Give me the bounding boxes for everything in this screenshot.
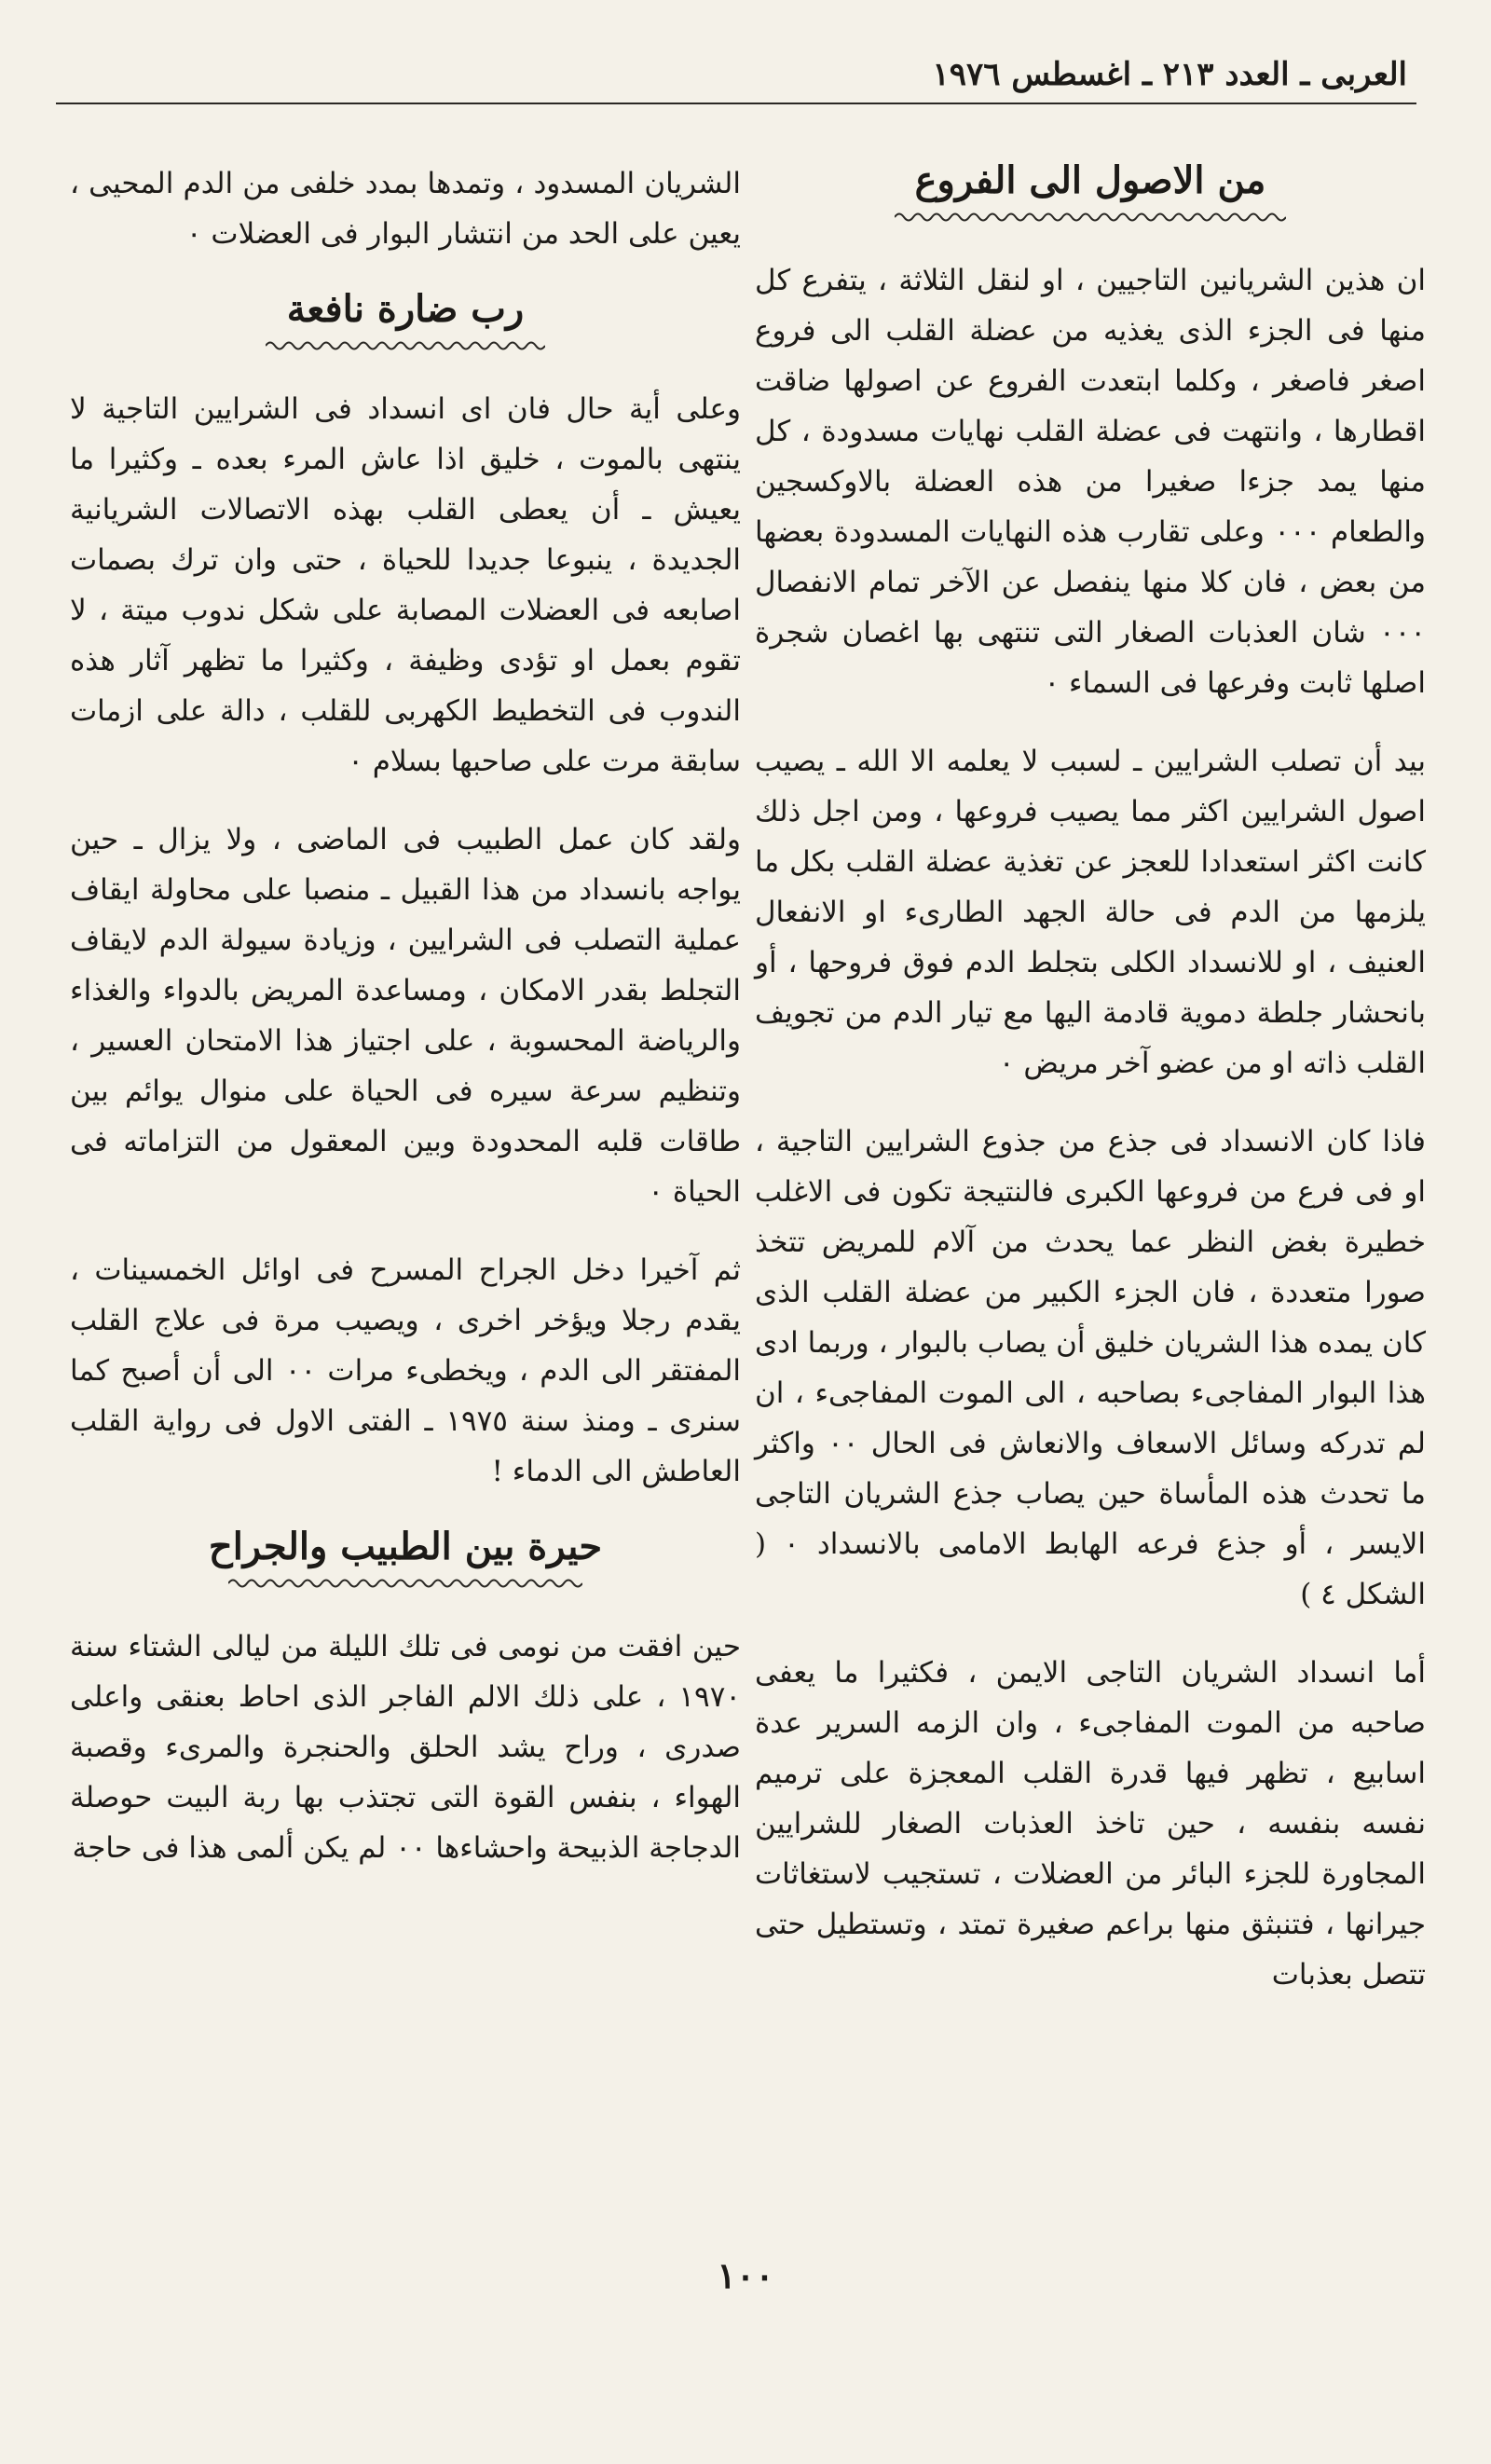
- paragraph: وعلى أية حال فان اى انسداد فى الشرايين التاجية لا ينتهى بالموت ، خليق اذا عاش المرء بعده ـ وكثيرا ما يعيش ـ أن يعطى القلب بهذه الاتصالات الشريانية الجديدة ، ينبوعا جديدا للحياة ، حتى وان ترك بصمات اصابعه فى العضلات المصابة على شكل ندوب ميتة ، لا تقوم بعمل او تؤدى وظيفة ، وكثيرا ما تظهر آثار هذه الندوب فى التخطيط الكهربى للقلب ، دالة على ازمات سابقة مرت على صاحبها بسلام ٠: [70, 392, 741, 778]
- left-column: [70, 158, 741, 1901]
- paragraph: بيد أن تصلب الشرايين ـ لسبب لا يعلمه الا الله ـ يصيب اصول الشرايين اكثر مما يصيب فروعها ، ومن اجل ذلك كانت اكثر استعدادا للعجز عن تغذية عضلة القلب بكل ما يلزمها من الدم فى حالة الجهد الطارىء او الانفعال العنيف ، او للانسداد الكلى بتجلط الدم فوق فروحها ، أو بانحشار جلطة دموية قادمة اليها مع تيار الدم من تجويف القلب ذاته او من عضو آخر مريض ٠: [755, 745, 1426, 1080]
- heading-underline: [755, 210, 1426, 227]
- paragraph: ثم آخيرا دخل الجراح المسرح فى اوائل الخمسينات ، يقدم رجلا ويؤخر اخرى ، ويصيب مرة فى علاج القلب المفتقر الى الدم ، ويخطىء مرات ٠٠ الى أن أصبح كما سنرى ـ ومنذ سنة ١٩٧٥ ـ الفتى الاول فى رواية القلب العاطش الى الدماء !: [70, 1253, 742, 1488]
- right-column: [755, 158, 1426, 2028]
- paragraph: أما انسداد الشريان التاجى الايمن ، فكثيرا ما يعفى صاحبه من الموت المفاجىء ، وان الزمه السرير عدة اسابيع ، تظهر فيها قدرة القلب المعجزة على ترميم نفسه بنفسه ، حين تاخذ العذبات الصغار للشرايين المجاورة للجزء البائر من العضلات ، تستجيب لاستغاثات جيرانها ، فتنبثق منها براعم صغيرة تمتد ، وتستطيل حتى تتصل بعذبات: [755, 1656, 1426, 1992]
- paragraph: ولقد كان عمل الطبيب فى الماضى ، ولا يزال ـ حين يواجه بانسداد من هذا القبيل ـ منصبا على محاولة ايقاف عملية التصلب فى الشرايين ، وزيادة سيولة الدم لايقاف التجلط بقدر الامكان ، ومساعدة المريض بالدواء والغذاء والرياضة المحسوبة ، على اجتياز هذا الامتحان العسير ، وتنظيم سرعة سيره فى الحياة على منوال يوائم بين طاقات قلبه المحدودة وبين المعقول من التزاماته فى الحياة ٠: [70, 823, 741, 1209]
- paragraph: ان هذين الشريانين التاجيين ، او لنقل الثلاثة ، يتفرع كل منها فى الجزء الذى يغذيه من عضلة القلب الى فروع اصغر فاصغر ، وكلما ابتعدت الفروع عن اصولها ضاقت اقطارها ، وانتهت فى عضلة القلب نهايات مسدودة ، كل منها يمد جزءا صغيرا من هذه العضلة بالاوكسجين والطعام ٠٠٠ وعلى تقارب هذه النهايات المسدودة بعضها من بعض ، فان كلا منها ينفصل عن الآخر تمام الانفصال ٠٠٠ شان العذبات الصغار التى تنتهى بها اغصان شجرة اصلها ثابت وفرعها فى السماء ٠: [755, 264, 1426, 700]
- section-heading-origins: من الاصول الى الفروع: [914, 158, 1266, 202]
- paragraph: الشريان المسدود ، وتمدها بمدد خلفى من الدم المحيى ، يعين على الحد من انتشار البوار فى العضلات ٠: [70, 167, 741, 251]
- paragraph: فاذا كان الانسداد فى جذع من جذوع الشرايين التاجية ، او فى فرع من فروعها الكبرى فالنتيجة تكون فى الاغلب خطيرة بغض النظر عما يحدث من آلام للمريض تتخذ صورا متعددة ، فان الجزء الكبير من عضلة القلب الذى كان يمده هذا الشريان خليق أن يصاب بالبوار ، وربما ادى هذا البوار المفاجىء بصاحبه ، الى الموت المفاجىء ، ان لم تدركه وسائل الاسعاف والانعاش فى الحال ٠٠ واكثر ما تحدث هذه المأساة حين يصاب جذع الشريان التاجى الايسر ، أو جذع فرعه الهابط الامامى بالانسداد ٠ ( الشكل ٤ ): [755, 1125, 1426, 1611]
- header-rule: [56, 103, 1416, 104]
- heading-underline: [70, 1576, 741, 1594]
- page-number: ١٠٠: [717, 2254, 774, 2296]
- heading-underline: [70, 338, 741, 356]
- section-heading-dilemma: حيرة بين الطبيب والجراح: [208, 1525, 603, 1568]
- section-heading-blessing: رب ضارة نافعة: [286, 287, 525, 331]
- paragraph: حين افقت من نومى فى تلك الليلة من ليالى الشتاء سنة ١٩٧٠ ، على ذلك الالم الفاجر الذى احاط بعنقى واعلى صدرى ، وراح يشد الحلق والحنجرة والمرىء وقصبة الهواء ، بنفس القوة التى تجتذب بها ربة البيت حوصلة الدجاجة الذبيحة واحشاءها ٠٠ لم يكن ألمى هذا فى حاجة: [70, 1630, 741, 1865]
- running-header: العربى ـ العدد ٢١٣ ـ اغسطس ١٩٧٦: [932, 56, 1407, 93]
